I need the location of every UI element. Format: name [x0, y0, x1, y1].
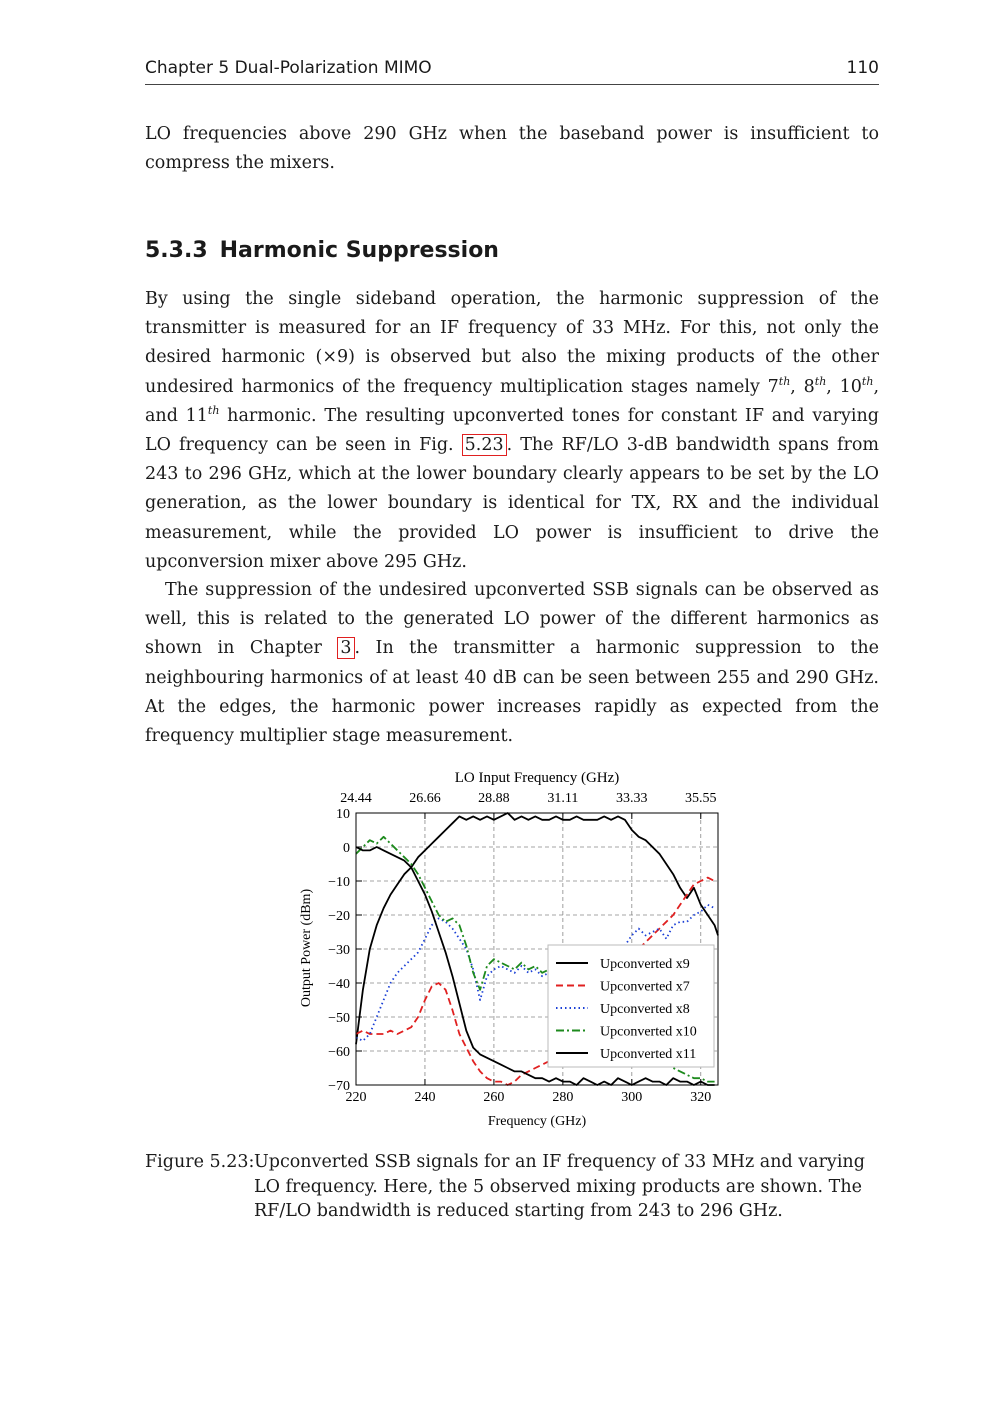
- top-tick-label: 33.33: [616, 791, 648, 806]
- p1-text-2: , 8: [790, 376, 815, 397]
- p1-text-3: , 10: [826, 376, 862, 397]
- p1-text-5: harmonic. The resulting upconverted tones for constant IF and varying LO frequency can be seen in Fig.: [145, 405, 879, 456]
- p1-sup-1: th: [778, 374, 791, 388]
- figure-5-23: [290, 760, 730, 1135]
- section-number: 5.3.3: [145, 238, 208, 263]
- intro-paragraph: LO frequencies above 290 GHz when the baseband power is insufficient to compress the mixers.: [145, 124, 879, 174]
- top-tick-label: 31.11: [547, 791, 579, 806]
- top-tick-label: 35.55: [685, 791, 717, 806]
- p2-text-1: The suppression of the undesired upconverted SSB signals can be observed as well, this is related to the generated LO power of the different harmonics as shown in Chapter: [145, 580, 879, 659]
- chart-svg: [290, 760, 730, 1135]
- top-axis-title: LO Input Frequency (GHz): [454, 770, 620, 786]
- legend-label: Upconverted x11: [600, 1047, 697, 1062]
- caption-text: Upconverted SSB signals for an IF frequency of 33 MHz and varying LO frequency. Here, the 5 observed mixing products are shown. The RF/LO bandwidth is reduced starting from 243 to 296 GHz.: [254, 1152, 865, 1221]
- paragraph-1: [145, 285, 879, 577]
- y-tick-label: −30: [328, 943, 350, 958]
- section-title: Harmonic Suppression: [219, 238, 499, 263]
- y-tick-label: −70: [328, 1079, 350, 1094]
- y-tick-label: −20: [328, 909, 350, 924]
- y-tick-label: −40: [328, 977, 350, 992]
- page-header: [145, 56, 879, 85]
- y-tick-label: −10: [328, 875, 350, 890]
- top-tick-label: 26.66: [409, 791, 441, 806]
- x-tick-label: 240: [414, 1090, 436, 1105]
- caption-label: Figure 5.23:: [145, 1152, 255, 1172]
- y-tick-label: 0: [343, 841, 350, 856]
- y-tick-label: −50: [328, 1011, 350, 1026]
- x-tick-label: 220: [345, 1090, 367, 1105]
- x-tick-label: 300: [621, 1090, 643, 1105]
- chapter-title: Chapter 5 Dual-Polarization MIMO: [145, 58, 432, 78]
- p2-text-2: . In the transmitter a harmonic suppression to the neighbouring harmonics of at least 40 dB can be seen between 255 and 290 GHz. At the edges, the harmonic power increases rapidly as expected from the frequency multiplier stage measurement.: [145, 638, 879, 747]
- figure-caption: [145, 1150, 879, 1224]
- paragraph-2: [145, 576, 879, 751]
- p1-sup-3: th: [861, 374, 874, 388]
- x-tick-label: 280: [552, 1090, 574, 1105]
- x-tick-label: 260: [483, 1090, 505, 1105]
- y-tick-label: 10: [336, 807, 350, 822]
- p1-text-1: By using the single sideband operation, the harmonic suppression of the transmitter is measured for an IF frequency of 33 MHz. For this, not only the desired harmonic (×9) is observed but also the mixing products of the other undesired harmonics of the frequency multiplication stages namely 7: [145, 289, 879, 397]
- legend-label: Upconverted x9: [600, 957, 690, 972]
- legend-label: Upconverted x8: [600, 1002, 690, 1017]
- page-number: 110: [846, 58, 879, 78]
- legend: [548, 945, 714, 1067]
- x-tick-label: 320: [690, 1090, 712, 1105]
- p1-sup-2: th: [814, 374, 827, 388]
- p1-text-6: . The RF/LO 3-dB bandwidth spans from 243 to 296 GHz, which at the lower boundary clearly appears to be set by the LO generation, as the lower boundary is identical for TX, RX and the individual measurement, while the provided LO power is insufficient to drive the upconversion mixer above 295 GHz.: [145, 435, 880, 572]
- legend-label: Upconverted x7: [600, 979, 690, 995]
- y-axis-title: Output Power (dBm): [299, 888, 314, 1008]
- top-tick-label: 24.44: [340, 791, 372, 806]
- chapter-reference-link[interactable]: 3: [337, 637, 354, 659]
- top-tick-label: 28.88: [478, 791, 510, 806]
- figure-reference-link[interactable]: 5.23: [462, 434, 507, 456]
- y-tick-label: −60: [328, 1045, 350, 1060]
- legend-label: Upconverted x10: [600, 1024, 697, 1040]
- p1-text-4: , and 11: [145, 376, 880, 426]
- section-heading: [145, 238, 499, 263]
- p1-sup-4: th: [207, 403, 220, 417]
- x-axis-title: Frequency (GHz): [487, 1114, 587, 1129]
